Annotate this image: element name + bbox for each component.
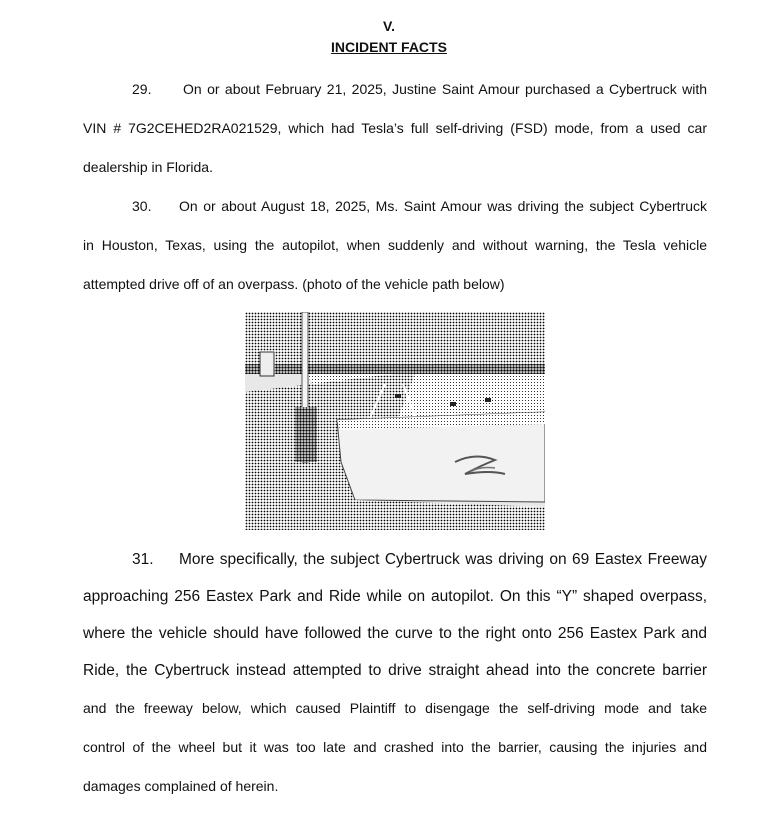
paragraph-29-line-3: dealership in Florida. (83, 159, 213, 175)
paragraph-31-line-2: approaching 256 Eastex Park and Ride while on autopilot. On this “Y” shaped overpass, (83, 588, 707, 605)
paragraph-31-line-1: More specifically, the subject Cybertruck was driving on 69 Eastex Freeway (179, 551, 707, 568)
section-title: INCIDENT FACTS (331, 39, 447, 55)
paragraph-number-29: 29. (132, 81, 152, 97)
paragraph-number-31: 31. (132, 551, 154, 568)
paragraph-31-line-7: damages complained of herein. (83, 778, 279, 794)
overpass-photo (245, 312, 545, 530)
paragraph-number-30: 30. (132, 198, 152, 214)
paragraph-29-line-2: VIN # 7G2CEHED2RA021529, which had Tesla’s full self-driving (FSD) mode, from a used car (83, 120, 707, 136)
section-number: V. (383, 18, 395, 34)
paragraph-30-line-3: attempted drive off of an overpass. (photo of the vehicle path below) (83, 276, 505, 292)
paragraph-29-line-1: On or about February 21, 2025, Justine Saint Amour purchased a Cybertruck with (183, 81, 707, 97)
paragraph-31-line-4: Ride, the Cybertruck instead attempted to drive straight ahead into the concrete barrier (83, 662, 707, 679)
paragraph-31-line-5: and the freeway below, which caused Plaintiff to disengage the self-driving mode and take (83, 700, 707, 716)
paragraph-31-line-6: control of the wheel but it was too late and crashed into the barrier, causing the injuries and (83, 739, 707, 755)
paragraph-31-line-3: where the vehicle should have followed the curve to the right onto 256 Eastex Park and (83, 625, 707, 642)
paragraph-30-line-2: in Houston, Texas, using the autopilot, when suddenly and without warning, the Tesla vehicle (83, 237, 707, 253)
paragraph-30-line-1: On or about August 18, 2025, Ms. Saint Amour was driving the subject Cybertruck (179, 198, 707, 214)
